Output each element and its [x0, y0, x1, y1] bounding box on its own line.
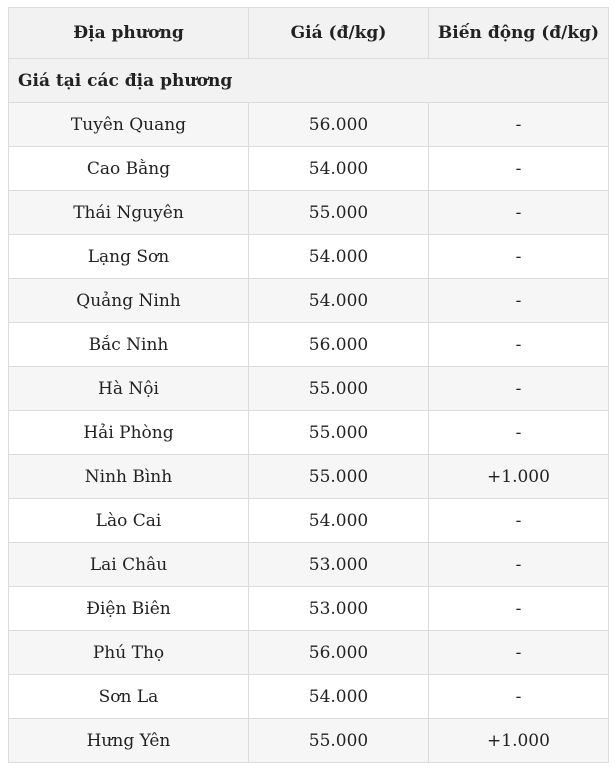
cell-location: Sơn La	[9, 675, 249, 719]
table-row	[9, 103, 609, 147]
cell-location: Quảng Ninh	[9, 279, 249, 323]
section-label: Giá tại các địa phương	[9, 59, 609, 103]
cell-location: Điện Biên	[9, 587, 249, 631]
table-row	[9, 235, 609, 279]
table-row	[9, 587, 609, 631]
section-row	[9, 59, 609, 103]
cell-change: -	[429, 147, 609, 191]
cell-change: -	[429, 411, 609, 455]
cell-location: Lào Cai	[9, 499, 249, 543]
cell-change: -	[429, 235, 609, 279]
cell-price: 54.000	[249, 235, 429, 279]
cell-price: 55.000	[249, 191, 429, 235]
header-location: Địa phương	[9, 8, 249, 59]
cell-change: +1.000	[429, 455, 609, 499]
cell-location: Lai Châu	[9, 543, 249, 587]
cell-location: Thái Nguyên	[9, 191, 249, 235]
cell-price: 56.000	[249, 323, 429, 367]
table-row	[9, 147, 609, 191]
header-price: Giá (đ/kg)	[249, 8, 429, 59]
cell-price: 54.000	[249, 675, 429, 719]
cell-location: Hưng Yên	[9, 719, 249, 763]
cell-location: Hà Nội	[9, 367, 249, 411]
cell-price: 55.000	[249, 719, 429, 763]
table-row	[9, 323, 609, 367]
cell-change: -	[429, 103, 609, 147]
table-row	[9, 499, 609, 543]
cell-location: Hải Phòng	[9, 411, 249, 455]
cell-price: 55.000	[249, 411, 429, 455]
cell-location: Cao Bằng	[9, 147, 249, 191]
table-row	[9, 367, 609, 411]
cell-price: 56.000	[249, 631, 429, 675]
cell-change: -	[429, 279, 609, 323]
cell-change: -	[429, 191, 609, 235]
cell-price: 53.000	[249, 543, 429, 587]
table-row	[9, 675, 609, 719]
table-header	[9, 8, 609, 59]
cell-price: 55.000	[249, 455, 429, 499]
header-row	[9, 8, 609, 59]
cell-price: 55.000	[249, 367, 429, 411]
cell-change: -	[429, 323, 609, 367]
table-row	[9, 719, 609, 763]
table-row	[9, 455, 609, 499]
table-row	[9, 411, 609, 455]
table-row	[9, 279, 609, 323]
table-row	[9, 543, 609, 587]
cell-change: -	[429, 675, 609, 719]
cell-change: -	[429, 367, 609, 411]
cell-location: Ninh Bình	[9, 455, 249, 499]
cell-change: -	[429, 587, 609, 631]
cell-change: +1.000	[429, 719, 609, 763]
cell-change: -	[429, 631, 609, 675]
table-row	[9, 191, 609, 235]
cell-location: Bắc Ninh	[9, 323, 249, 367]
cell-price: 54.000	[249, 279, 429, 323]
cell-location: Phú Thọ	[9, 631, 249, 675]
price-table	[8, 7, 609, 763]
header-change: Biến động (đ/kg)	[429, 8, 609, 59]
table-body	[9, 59, 609, 763]
cell-price: 53.000	[249, 587, 429, 631]
cell-change: -	[429, 543, 609, 587]
cell-price: 54.000	[249, 499, 429, 543]
cell-change: -	[429, 499, 609, 543]
table-row	[9, 631, 609, 675]
cell-location: Lạng Sơn	[9, 235, 249, 279]
cell-location: Tuyên Quang	[9, 103, 249, 147]
cell-price: 54.000	[249, 147, 429, 191]
cell-price: 56.000	[249, 103, 429, 147]
